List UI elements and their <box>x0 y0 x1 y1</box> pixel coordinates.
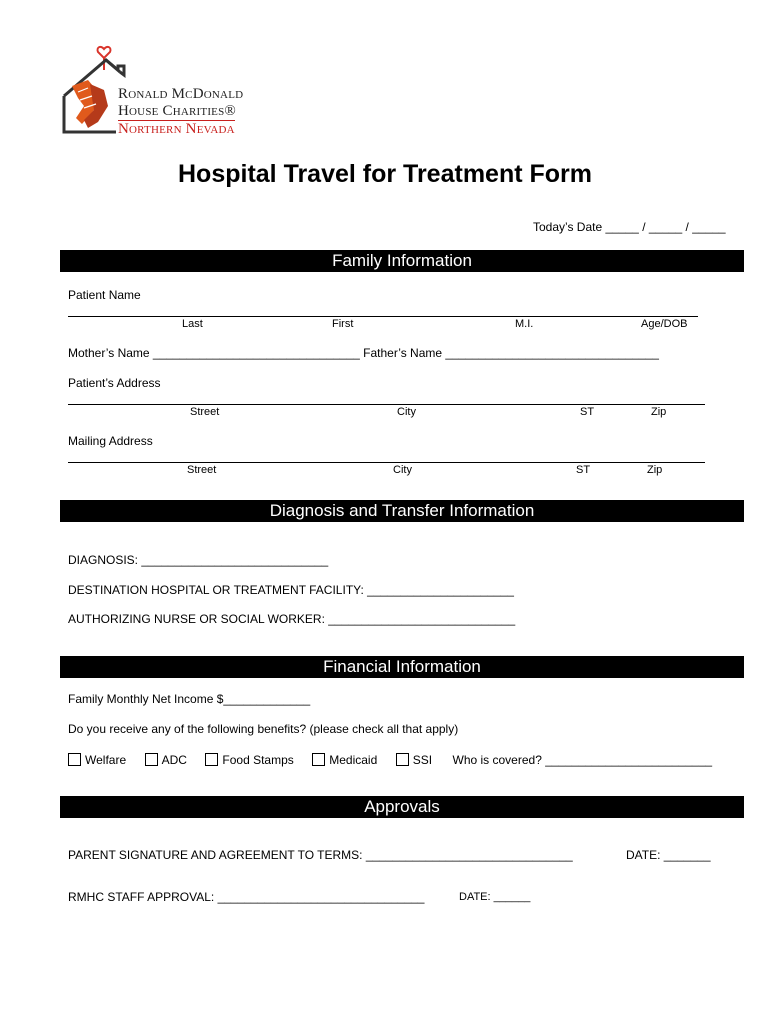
logo-line-2: House Charities® <box>118 103 237 119</box>
sub-label-first: First <box>332 318 354 330</box>
benefits-question: Do you receive any of the following benefits? (please check all that apply) <box>68 722 459 736</box>
sub-label-street: Street <box>187 464 217 476</box>
benefit-food-stamps[interactable]: Food Stamps <box>205 753 293 767</box>
sub-label-last: Last <box>182 318 203 330</box>
patient-address-label: Patient’s Address <box>68 376 161 390</box>
sub-label-city: City <box>393 464 412 476</box>
checkbox-icon[interactable] <box>68 753 81 766</box>
section-header-approvals: Approvals <box>60 796 744 818</box>
diagnosis-field[interactable]: DIAGNOSIS: ____________________________ <box>68 553 329 567</box>
staff-approval-field[interactable]: RMHC STAFF APPROVAL: _______________________________ <box>68 890 425 904</box>
checkbox-icon[interactable] <box>396 753 409 766</box>
patient-name-label: Patient Name <box>68 288 141 302</box>
benefit-medicaid[interactable]: Medicaid <box>312 753 377 767</box>
mailing-address-field[interactable] <box>68 462 705 463</box>
staff-date-field[interactable]: DATE: ______ <box>459 891 531 903</box>
section-header-diagnosis: Diagnosis and Transfer Information <box>60 500 744 522</box>
section-header-financial: Financial Information <box>60 656 744 678</box>
patient-name-field[interactable] <box>68 316 698 317</box>
monthly-income-field[interactable]: Family Monthly Net Income $_____________ <box>68 692 311 706</box>
benefit-welfare[interactable]: Welfare <box>68 753 126 767</box>
mailing-address-label: Mailing Address <box>68 434 153 448</box>
benefit-ssi[interactable]: SSI <box>396 753 432 767</box>
checkbox-icon[interactable] <box>312 753 325 766</box>
benefits-checkbox-row <box>68 751 712 769</box>
section-header-family: Family Information <box>60 250 744 272</box>
sub-label-age-dob: Age/DOB <box>641 318 688 330</box>
who-covered-field[interactable]: Who is covered? _________________________ <box>452 753 713 767</box>
destination-hospital-field[interactable]: DESTINATION HOSPITAL OR TREATMENT FACILITY: ______________________ <box>68 583 514 597</box>
benefit-adc[interactable]: ADC <box>145 753 187 767</box>
parent-signature-field[interactable]: PARENT SIGNATURE AND AGREEMENT TO TERMS: _______________________________ <box>68 848 573 862</box>
sub-label-zip: Zip <box>651 406 667 418</box>
sub-label-mi: M.I. <box>515 318 534 330</box>
todays-date-field[interactable]: Today’s Date _____ / _____ / _____ <box>533 220 726 234</box>
parents-names-field[interactable]: Mother’s Name _______________________________ Father’s Name ________________________________ <box>68 346 659 360</box>
form-title: Hospital Travel for Treatment Form <box>178 160 592 188</box>
authorizing-nurse-field[interactable]: AUTHORIZING NURSE OR SOCIAL WORKER: ____________________________ <box>68 612 516 626</box>
sub-label-st: ST <box>580 406 595 418</box>
parent-date-field[interactable]: DATE: _______ <box>626 848 711 862</box>
logo-line-1: Ronald McDonald <box>118 86 244 102</box>
patient-address-field[interactable] <box>68 404 705 405</box>
checkbox-icon[interactable] <box>205 753 218 766</box>
checkbox-icon[interactable] <box>145 753 158 766</box>
sub-label-street: Street <box>190 406 220 418</box>
sub-label-city: City <box>397 406 416 418</box>
sub-label-st: ST <box>576 464 591 476</box>
logo-line-3: Northern Nevada <box>118 121 235 137</box>
sub-label-zip: Zip <box>647 464 663 476</box>
logo-text <box>118 86 243 138</box>
